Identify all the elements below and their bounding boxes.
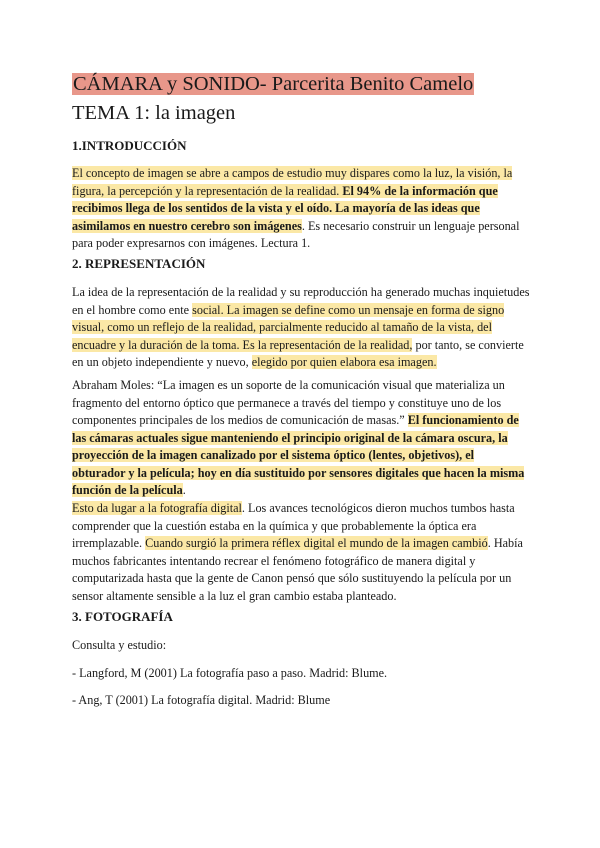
section-heading-fotografia: 3. FOTOGRAFÍA bbox=[72, 609, 173, 624]
representacion-paragraph-2: Abraham Moles: “La imagen es un soporte de la comunicación visual que materializa un fragmento del entorno óptico que permanece a través del tiempo y constituye uno de los componentes principales de los medios de comunicación de masas.” El funcionamiento de las cámaras actuales sigue manteniendo el principio original de la cámara oscura, la proyección de la imagen canalizado por el sistema óptico (lentes, objetivos), el obturador y la película; hoy en día sustituido por sensores digitales que hacen la misma función de la película. bbox=[72, 378, 525, 497]
section-heading-representacion: 2. REPRESENTACIÓN bbox=[72, 256, 206, 271]
representacion-paragraph-3: Esto da lugar a la fotografía digital. Los avances tecnológicos dieron muchos tumbos hasta comprender que la cuestión estaba en la química y que probablemente la óptica era irremplazable. Cuando surgió la primera réflex digital el mundo de la imagen cambió. Había muchos fabricantes intentando recrear el fenómeno fotográfico de manera digital y computarizada hasta que la gente de Canon pensó que sólo sustituyendo la película por un sensor altamente sensible a la luz el gran cambio estaba planteado. bbox=[72, 501, 523, 603]
consulta-label: Consulta y estudio: bbox=[72, 638, 167, 652]
representacion-paragraph-1: La idea de la representación de la realidad y su reproducción ha generado muchas inquietudes en el hombre como ente social. La imagen se define como un mensaje en forma de signo visual, como un reflejo de la realidad, parcialmente reducido al tamaño de la vista, del encuadre y la duración de la toma. Es la representación de la realidad, por tanto, se convierte en un objeto independiente y nuevo, elegido por quien elabora esa imagen. bbox=[72, 285, 530, 369]
document-title: CÁMARA y SONIDO- Parcerita Benito Camelo bbox=[73, 73, 474, 95]
introduccion-paragraph: El concepto de imagen se abre a campos de estudio muy dispares como la luz, la visión, la figura, la percepción y la representación de la realidad. El 94% de la información que recibimos llega de los sentidos de la vista y el oído. La mayoría de las ideas que asimilamos en nuestro cerebro son imágenes. Es necesario construir un lenguaje personal para poder expresarnos con imágenes. Lectura 1. bbox=[72, 166, 520, 250]
reference-item-2: - Ang, T (2001) La fotografía digital. Madrid: Blume bbox=[72, 693, 331, 707]
topic-title: TEMA 1: la imagen bbox=[72, 102, 236, 124]
reference-item-1: - Langford, M (2001) La fotografía paso a paso. Madrid: Blume. bbox=[72, 666, 388, 680]
section-heading-introduccion: 1.INTRODUCCIÓN bbox=[72, 138, 187, 153]
